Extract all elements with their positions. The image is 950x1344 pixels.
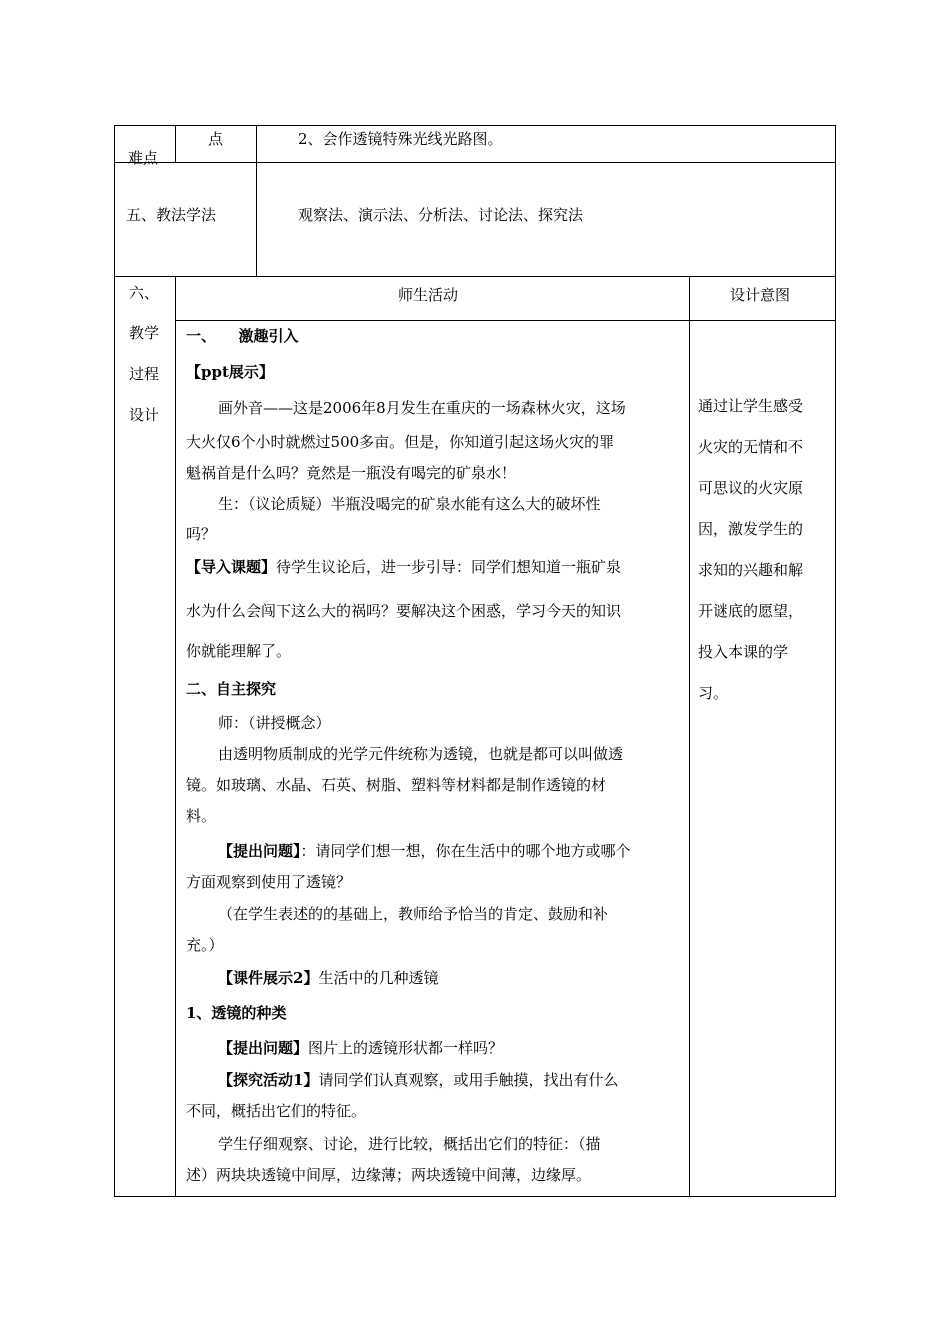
table-border-bottom [114, 1196, 836, 1197]
paragraph-line: 生：（议论质疑）半瓶没喝完的矿泉水能有这么大的破坏性 [218, 495, 601, 513]
paragraph-line: 你就能理解了。 [186, 642, 292, 660]
activity-label: 【探究活动1】 [218, 1071, 319, 1089]
methods-content: 观察法、演示法、分析法、讨论法、探究法 [298, 206, 584, 224]
process-label-line: 设计 [129, 406, 160, 424]
difficulty-label-bottom: 难点 [128, 149, 159, 167]
intent-line: 因，激发学生的 [698, 520, 804, 538]
courseware-text: 生活中的几种透镜 [318, 969, 439, 987]
process-label-line: 教学 [129, 324, 160, 342]
col-divider [175, 125, 176, 163]
col-divider [256, 125, 257, 277]
question-text: ：请同学们想一想，你在生活中的哪个地方或哪个 [300, 842, 631, 860]
intent-line: 通过让学生感受 [698, 397, 804, 415]
paragraph-line: 述）两块块透镜中间厚，边缘薄；两块透镜中间薄，边缘厚。 [186, 1166, 592, 1184]
paragraph-line: （在学生表述的的基础上，教师给予恰当的肯定、鼓励和补 [218, 905, 609, 923]
question-text: 图片上的透镜形状都一样吗？ [308, 1039, 504, 1057]
question-label: 【提出问题】 [218, 842, 301, 860]
courseware-label: 【课件展示2】 [218, 969, 319, 987]
header-activity: 师生活动 [398, 286, 459, 304]
difficulty-content: 2、会作透镜特殊光线光路图。 [298, 130, 503, 148]
paragraph-line [186, 1070, 680, 1090]
row-divider [114, 276, 836, 277]
table-border-right [835, 125, 836, 1197]
table-border-left [114, 125, 115, 1197]
paragraph-line: 料。 [186, 807, 217, 825]
paragraph-line: 由透明物质制成的光学元件统称为透镜，也就是都可以叫做透 [218, 745, 624, 763]
question-label: 【提出问题】 [218, 1039, 309, 1057]
ppt-label: 【ppt展示】 [186, 363, 274, 381]
intent-line: 求知的兴趣和解 [698, 561, 804, 579]
paragraph-line [186, 968, 680, 988]
paragraph-line: 水为什么会闯下这么大的祸吗？要解决这个困惑，学习今天的知识 [186, 602, 622, 620]
intent-line: 可思议的火灾原 [698, 479, 804, 497]
col-divider [175, 276, 176, 1197]
intent-line: 习。 [698, 684, 729, 702]
activity-text: 请同学们认真观察，或用手触摸，找出有什么 [318, 1071, 619, 1089]
process-label-line: 过程 [129, 365, 160, 383]
col-divider [689, 276, 690, 1197]
row-divider [114, 162, 836, 163]
intent-line: 投入本课的学 [698, 643, 789, 661]
methods-label: 五、教法学法 [126, 206, 217, 224]
paragraph-line [186, 841, 680, 861]
intent-line: 开谜底的愿望， [698, 602, 804, 620]
header-divider [175, 320, 836, 321]
difficulty-label-top: 点 [208, 130, 224, 148]
paragraph-line: 吗？ [186, 525, 217, 543]
subsection-heading: 1、透镜的种类 [186, 1004, 287, 1022]
table-border-top [114, 125, 836, 126]
lead-in-text: 待学生议论后，进一步引导：同学们想知道一瓶矿泉 [276, 558, 622, 576]
header-intent: 设计意图 [730, 286, 791, 304]
lead-in-label: 【导入课题】 [186, 558, 277, 576]
paragraph-line: 学生仔细观察、讨论，进行比较，概括出它们的特征：（描 [218, 1135, 601, 1153]
paragraph-line [186, 557, 680, 577]
paragraph-line [186, 1038, 680, 1058]
paragraph-line: 师：（讲授概念） [218, 714, 331, 732]
paragraph-line: 不同，概括出它们的特征。 [186, 1102, 367, 1120]
section-heading: 一、 激趣引入 [186, 327, 299, 345]
paragraph-line: 充。） [186, 936, 224, 954]
paragraph-line: 画外音——这是2006年8月发生在重庆的一场森林火灾，这场 [218, 399, 626, 417]
paragraph-line: 大火仅6个小时就燃过500多亩。但是，你知道引起这场火灾的罪 [186, 433, 615, 451]
intent-line: 火灾的无情和不 [698, 438, 804, 456]
paragraph-line: 魁祸首是什么吗？竟然是一瓶没有喝完的矿泉水！ [186, 464, 517, 482]
paragraph-line: 方面观察到使用了透镜？ [186, 873, 352, 891]
process-label-line: 六、 [129, 284, 160, 302]
paragraph-line: 镜。如玻璃、水晶、石英、树脂、塑料等材料都是制作透镜的材 [186, 776, 607, 794]
section-heading: 二、自主探究 [186, 680, 277, 698]
